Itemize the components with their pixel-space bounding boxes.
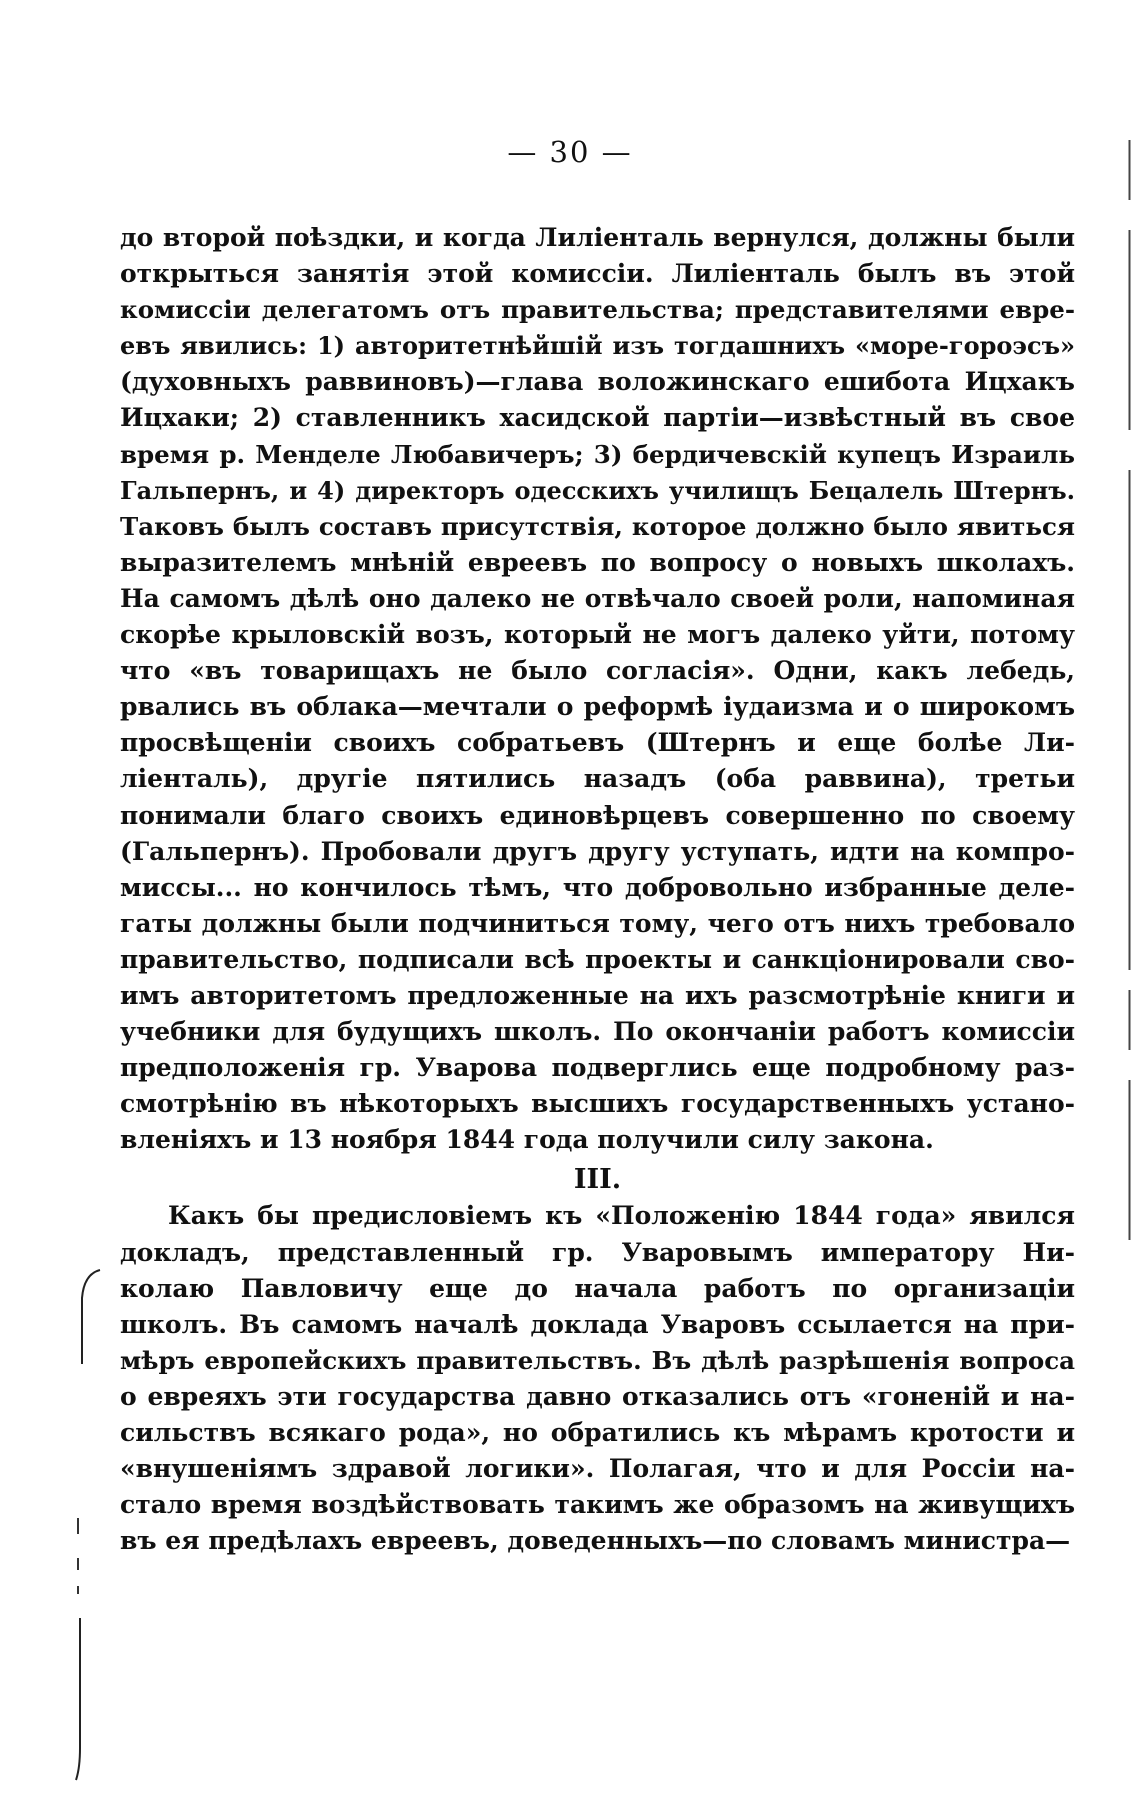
margin-pencil-mark <box>70 1268 110 1788</box>
text-line: въ ея предѣлахъ евреевъ, доведенныхъ—по словамъ министра— <box>120 1526 1071 1556</box>
text-line: рвались въ облака—мечтали о реформѣ іудаизма и о широкомъ <box>120 692 1075 722</box>
text-line: учебники для будущихъ школъ. По окончаніи работъ комиссіи <box>120 1017 1075 1047</box>
page-edge-line <box>1128 140 1131 1240</box>
paragraph-commission <box>120 220 1075 1158</box>
text-line: о евреяхъ эти государства давно отказались отъ «гоненій и на- <box>120 1381 1075 1411</box>
text-line: Гальпернъ, и 4) директоръ одесскихъ училищъ Бецалель Штернъ. <box>120 475 1075 505</box>
text-line: ліенталь), другіе пятились назадъ (оба раввина), третьи <box>120 764 1075 794</box>
text-line: открыться занятія этой комиссіи. Лиліенталь былъ въ этой <box>120 259 1075 289</box>
text-line: миссы... но кончилось тѣмъ, что добровольно избранные деле- <box>120 872 1075 902</box>
text-line: вленіяхъ и 13 ноября 1844 года получили силу закона. <box>120 1125 934 1155</box>
text-line: Какъ бы предисловіемъ къ «Положенію 1844 года» явился <box>168 1201 1075 1231</box>
text-line: (духовныхъ раввиновъ)—глава воложинскаго ешибота Ицхакъ <box>120 367 1075 397</box>
text-line: выразителемъ мнѣній евреевъ по вопросу о новыхъ школахъ. <box>120 547 1075 577</box>
text-line: что «въ товарищахъ не было согласія». Одни, какъ лебедь, <box>120 656 1075 686</box>
text-block <box>120 220 1075 1559</box>
text-line: комиссіи делегатомъ отъ правительства; представителями евре- <box>120 295 1075 325</box>
text-line: имъ авторитетомъ предложенные на ихъ разсмотрѣніе книги и <box>120 980 1075 1010</box>
text-line: мѣръ европейскихъ правительствъ. Въ дѣлѣ разрѣшенія вопроса <box>120 1345 1075 1375</box>
text-line: (Гальпернъ). Пробовали другъ другу уступать, идти на компро- <box>120 836 1075 866</box>
text-line: докладъ, представленный гр. Уваровымъ императору Ни- <box>120 1237 1075 1267</box>
text-line: «внушеніямъ здравой логики». Полагая, что и для Россіи на- <box>120 1454 1075 1484</box>
text-line: просвѣщеніи своихъ собратьевъ (Штернъ и еще болѣе Ли- <box>120 728 1075 758</box>
paragraph-report <box>120 1198 1075 1559</box>
text-line: смотрѣнію въ нѣкоторыхъ высшихъ государственныхъ устано- <box>120 1089 1075 1119</box>
section-heading: III. <box>573 1164 622 1196</box>
text-line: предположенія гр. Уварова подверглись еще подробному раз- <box>120 1053 1075 1083</box>
text-line: На самомъ дѣлѣ оно далеко не отвѣчало своей роли, напоминая <box>120 583 1075 613</box>
page-number: — 30 — <box>507 135 633 169</box>
text-line: сильствъ всякаго рода», но обратились къ мѣрамъ кротости и <box>120 1418 1075 1447</box>
text-line: правительство, подписали всѣ проекты и санкціонировали сво- <box>120 944 1075 974</box>
text-line: до второй поѣздки, и когда Лиліенталь вернулся, должны были <box>120 223 1075 252</box>
text-line: скорѣе крыловскій возъ, который не могъ далеко уйти, потому <box>120 620 1075 650</box>
text-line: понимали благо своихъ единовѣрцевъ совершенно по своему <box>120 800 1075 830</box>
text-line: евъ явились: 1) авторитетнѣйшій изъ тогдашнихъ «море-гороэсъ» <box>120 331 1075 361</box>
text-line: Таковъ былъ составъ присутствія, которое должно было явиться <box>120 511 1075 541</box>
text-line: время р. Менделе Любавичеръ; 3) бердичевскій купецъ Израиль <box>120 439 1075 469</box>
text-line: колаю Павловичу еще до начала работъ по организаціи <box>120 1273 1075 1303</box>
text-line: школъ. Въ самомъ началѣ доклада Уваровъ ссылается на при- <box>120 1309 1075 1339</box>
text-line: Ицхаки; 2) ставленникъ хасидской партіи—извѣстный въ свое <box>120 403 1075 433</box>
text-line: гаты должны были подчиниться тому, чего отъ нихъ требовало <box>120 908 1075 938</box>
text-line: стало время воздѣйствовать такимъ же образомъ на живущихъ <box>120 1490 1075 1520</box>
